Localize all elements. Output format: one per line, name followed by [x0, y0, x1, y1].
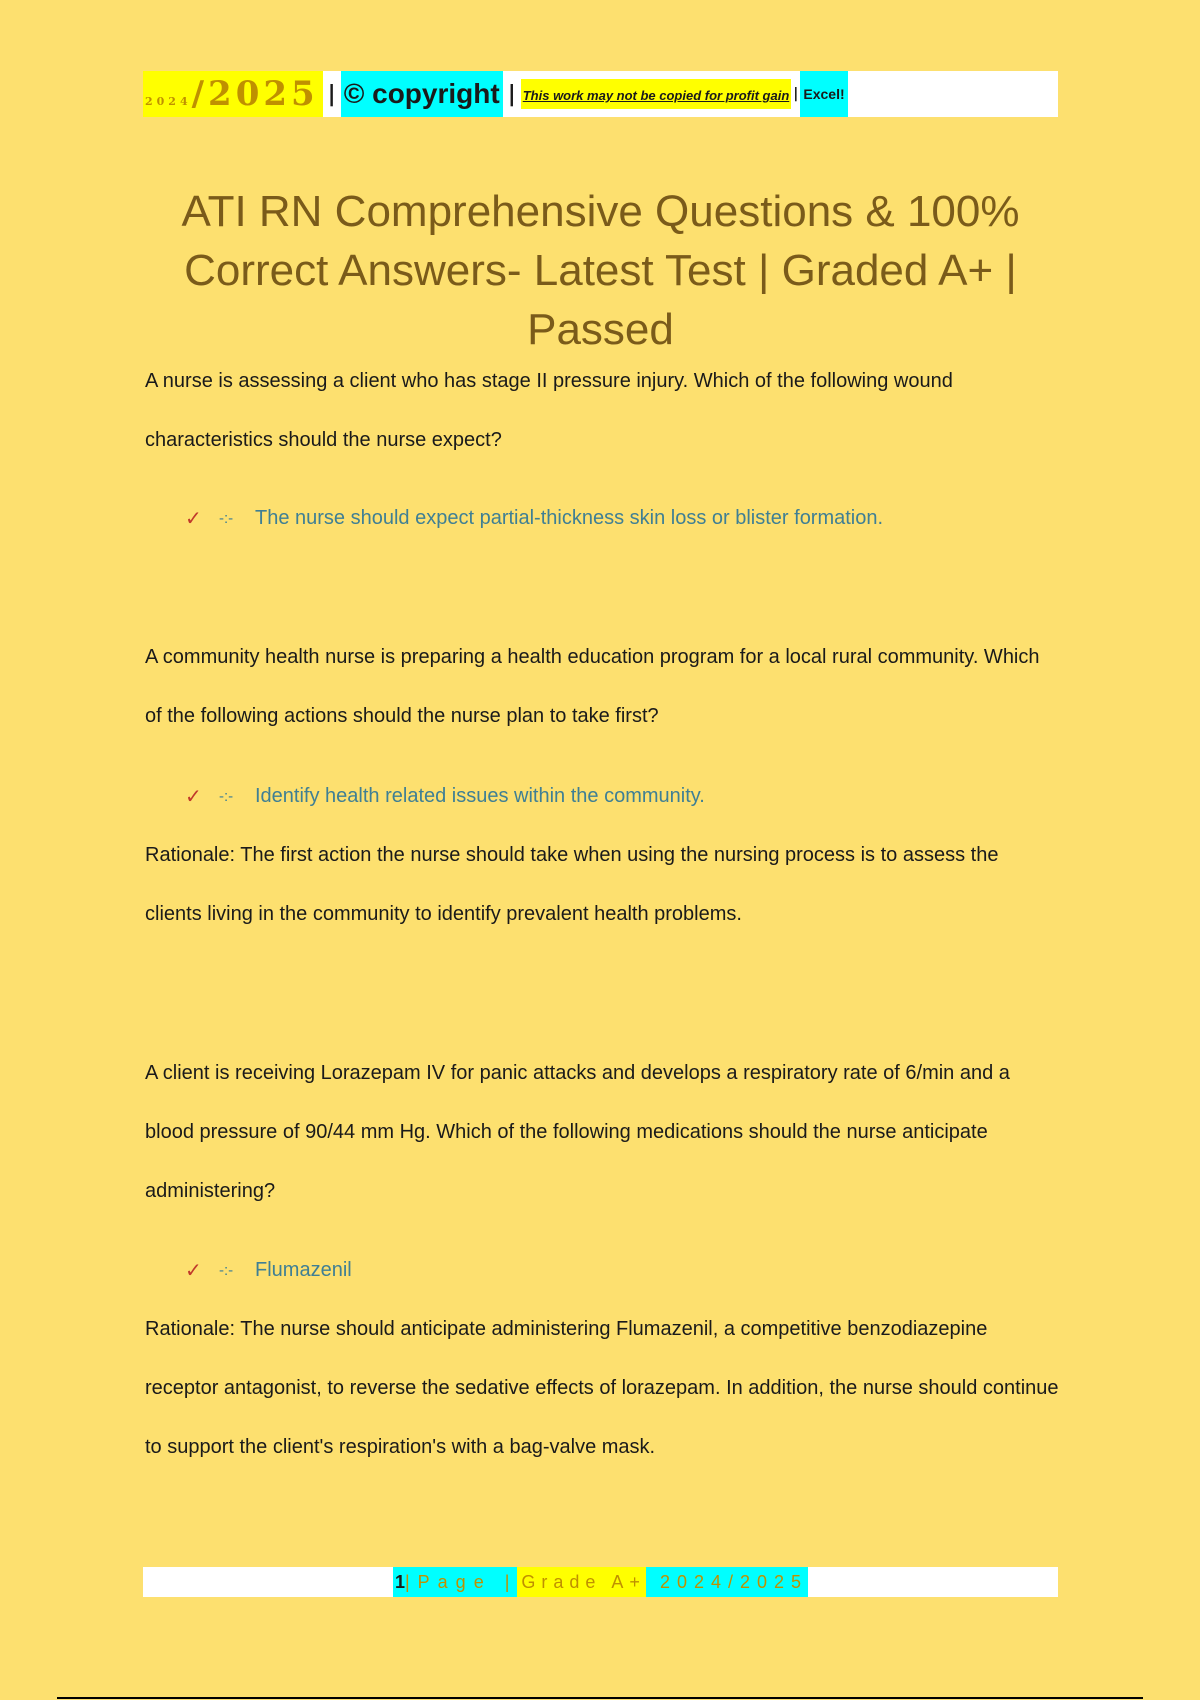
answer-text: Identify health related issues within the community. — [255, 784, 705, 807]
header-notice: This work may not be copied for profit gain — [521, 79, 792, 109]
answer-row — [145, 498, 1060, 538]
check-icon: ✓ — [185, 785, 202, 808]
header-year — [143, 71, 323, 117]
question-text: A client is receiving Lorazepam IV for panic attacks and develops a respiratory rate of 6/min and a blood pressure of 90/44 mm Hg. Which of the following medications should the nurse anticipate administering? — [145, 1062, 1010, 1202]
answer — [145, 498, 1060, 538]
header-separator: | — [507, 81, 516, 107]
answer-text: The nurse should expect partial-thickness skin loss or blister formation. — [255, 506, 884, 529]
question-block — [145, 628, 1060, 746]
answer — [145, 776, 1060, 816]
page-header — [143, 71, 1058, 117]
page-footer — [143, 1567, 1058, 1597]
page-number: 1 — [393, 1567, 405, 1597]
rationale-text: Rationale: The nurse should anticipate administering Flumazenil, a competitive benzodiazepine receptor antagonist, to reverse the sedative effects of lorazepam. In addition, the nurse should continue to support the client's respiration's with a bag-valve mask. — [145, 1318, 1059, 1458]
answer-text: Flumazenil — [255, 1258, 352, 1281]
rationale-text: Rationale: The first action the nurse should take when using the nursing process is to assess the clients living in the community to identify prevalent health problems. — [145, 844, 999, 925]
answer-marker: -:- — [219, 1261, 234, 1279]
check-icon: ✓ — [185, 1259, 202, 1282]
question-text: A community health nurse is preparing a health education program for a local rural community. Which of the following actions should the nurse plan to take first? — [145, 646, 1040, 727]
document-title: ATI RN Comprehensive Questions & 100% Correct Answers- Latest Test | Graded A+ | Passed — [181, 187, 1020, 354]
header-year-big: /2025 — [191, 74, 319, 114]
bottom-rule — [57, 1697, 1143, 1699]
check-icon: ✓ — [185, 507, 202, 530]
answer-marker: -:- — [219, 787, 234, 805]
question-text: A nurse is assessing a client who has stage II pressure injury. Which of the following wound characteristics should the nurse expect? — [145, 370, 953, 451]
header-excel: Excel! — [800, 71, 847, 117]
question-block — [145, 1044, 1060, 1221]
rationale-block — [145, 826, 1060, 944]
header-separator: | — [327, 81, 336, 107]
page-label: |Page | — [405, 1567, 517, 1597]
footer-year: 2024/2025 — [646, 1567, 808, 1597]
header-copyright: © copyright — [341, 71, 503, 117]
header-separator: | — [793, 86, 799, 102]
answer-marker: -:- — [219, 509, 234, 527]
rationale-block — [145, 1300, 1060, 1477]
answer — [145, 1250, 1060, 1290]
header-year-small: 2024 — [145, 95, 192, 108]
answer-row — [145, 1250, 1060, 1290]
question-block — [145, 352, 1060, 470]
answer-row — [145, 776, 1060, 816]
footer-grade: Grade A+ — [517, 1567, 646, 1597]
